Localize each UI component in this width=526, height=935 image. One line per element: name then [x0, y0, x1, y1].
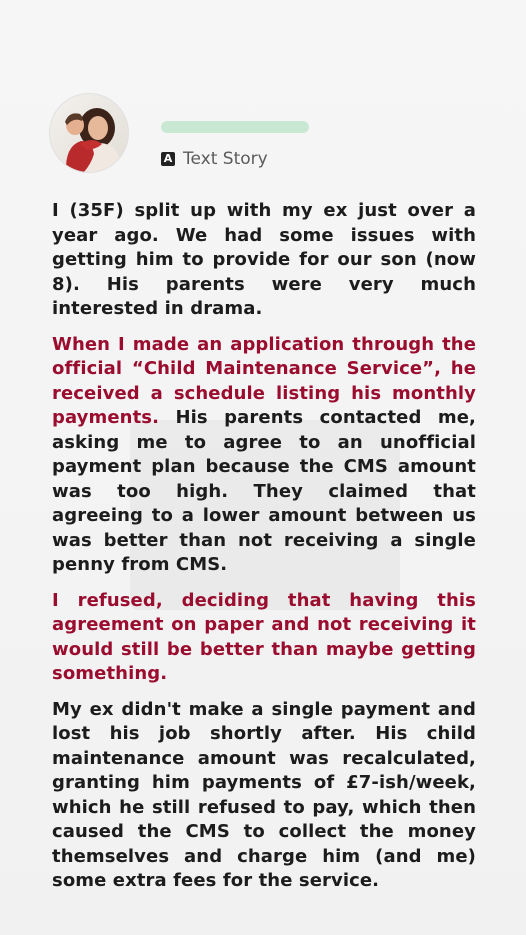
- paragraph-4: My ex didn't make a single payment and lost his job shortly after. His child maintenance amount was recalculated, granting him payments of £7-ish/week, which he still refused to pay, which then caused the CMS to collect the money themselves and charge him (and me) some extra fees for the service.: [52, 698, 476, 891]
- paragraph-2: [52, 333, 476, 578]
- author-name-placeholder[interactable]: [161, 121, 309, 133]
- avatar-photo: [50, 94, 128, 172]
- avatar[interactable]: [50, 94, 128, 172]
- story-type-tag: [161, 149, 268, 169]
- paragraph-2-highlight: When I made an application through the official “Child Maintenance Service”, he received a schedule listing his monthly payments.: [52, 333, 476, 428]
- paragraph-1: I (35F) split up with my ex just over a year ago. We had some issues with getting him to provide for our son (now 8). His parents were very much interested in drama.: [52, 200, 476, 319]
- story-header: [50, 94, 480, 174]
- text-story-icon: A: [161, 152, 175, 166]
- story-type-label: Text Story: [183, 149, 268, 169]
- paragraph-3: [52, 589, 476, 687]
- story-body: [52, 199, 476, 905]
- paragraph-2-rest: His parents contacted me, asking me to agree to an unofficial payment plan because the CMS amount was too high. They claimed that agreeing to a lower amount between us was better than not receiving a single penny from CMS.: [52, 407, 476, 575]
- paragraph-3-highlight: I refused, deciding that having this agreement on paper and not receiving it would still be better than maybe getting something.: [52, 589, 476, 684]
